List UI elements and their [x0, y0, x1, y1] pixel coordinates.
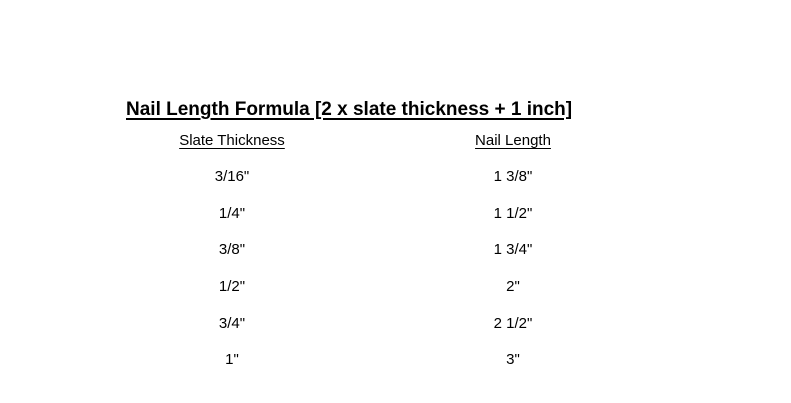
table-row — [0, 315, 791, 352]
nail-length-value: 1 1/2" — [493, 204, 533, 222]
table-row — [0, 351, 791, 388]
slate-thickness-value: 1" — [225, 351, 239, 369]
page-title: Nail Length Formula [2 x slate thickness + 1 inch] — [126, 98, 573, 120]
slate-thickness-value: 3/16" — [214, 168, 250, 185]
nail-length-value: 1 3/4" — [493, 241, 533, 259]
nail-length-value: 2" — [506, 278, 520, 296]
slate-thickness-value: 3/4" — [218, 314, 246, 332]
table-row — [0, 168, 791, 205]
nail-length-value: 1 3/8" — [493, 168, 533, 185]
table-row — [0, 241, 791, 278]
table-row — [0, 278, 791, 315]
table-row — [0, 205, 791, 242]
nail-length-value: 2 1/2" — [493, 314, 533, 332]
nail-length-table — [0, 126, 791, 388]
table-header-row — [0, 126, 791, 168]
slate-thickness-value: 1/4" — [218, 204, 246, 222]
nail-length-value: 3" — [506, 351, 520, 369]
slate-thickness-value: 3/8" — [218, 241, 246, 259]
column-header-nail-length: Nail Length — [475, 132, 551, 149]
slate-thickness-value: 1/2" — [218, 278, 246, 296]
column-header-slate-thickness: Slate Thickness — [179, 132, 285, 149]
